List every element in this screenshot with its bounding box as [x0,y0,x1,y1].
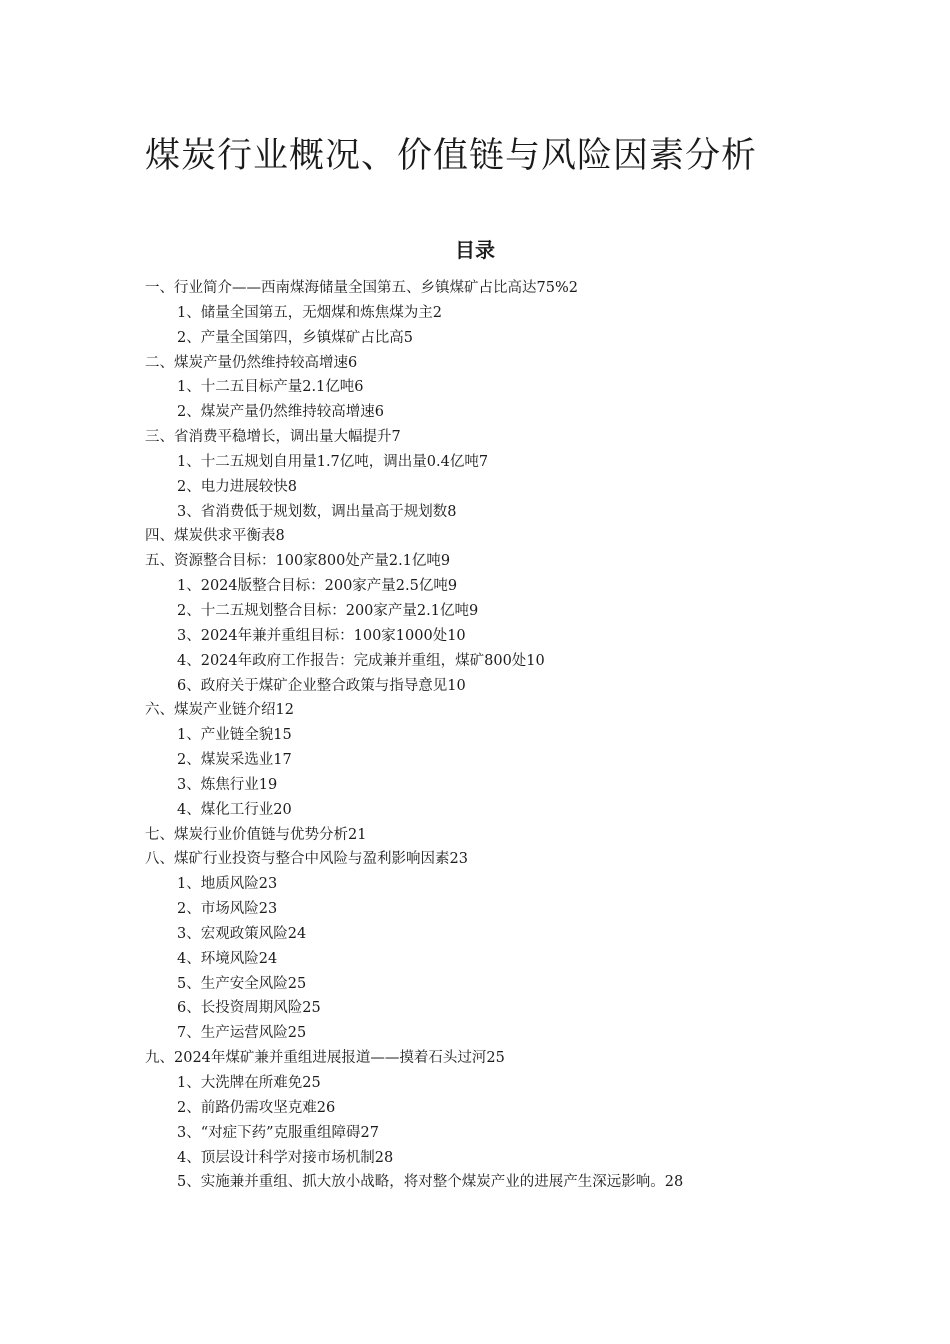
toc-subsection-entry[interactable]: 2、煤炭采选业17 [177,752,292,769]
toc-section-entry[interactable]: 二、煤炭产量仍然维持较高增速6 [145,354,358,371]
toc-subsection-entry[interactable]: 3、炼焦行业19 [177,776,278,793]
toc-subsection-entry[interactable]: 6、政府关于煤矿企业整合政策与指导意见10 [177,677,466,694]
toc-subsection-entry[interactable]: 4、2024年政府工作报告：完成兼并重组，煤矿800处10 [177,652,545,669]
toc-subsection-entry[interactable]: 6、长投资周期风险25 [177,1000,321,1017]
toc-subsection-entry[interactable]: 2、十二五规划整合目标：200家产量2.1亿吨9 [177,602,479,619]
toc-subsection-entry[interactable]: 3、省消费低于规划数，调出量高于规划数8 [177,503,457,520]
toc-subsection-entry[interactable]: 3、2024年兼并重组目标：100家1000处10 [177,627,466,644]
toc-subsection-entry[interactable]: 4、煤化工行业20 [177,801,292,818]
toc-subsection-entry[interactable]: 1、十二五目标产量2.1亿吨6 [177,379,364,396]
toc-subsection-entry[interactable]: 1、储量全国第五，无烟煤和炼焦煤为主2 [177,304,442,321]
toc-section-entry[interactable]: 六、煤炭产业链介绍12 [145,702,294,719]
toc-subsection-entry[interactable]: 1、产业链全貌15 [177,727,292,744]
document-title: 煤炭行业概况、价值链与风险因素分析 [145,136,758,176]
toc-subsection-entry[interactable]: 4、环境风险24 [177,950,278,967]
toc-subsection-entry[interactable]: 2、产量全国第四，乡镇煤矿占比高5 [177,329,413,346]
toc-subsection-entry[interactable]: 1、大洗牌在所难免25 [177,1075,321,1091]
toc-section-entry[interactable]: 五、资源整合目标：100家800处产量2.1亿吨9 [145,553,451,570]
toc-section-entry[interactable]: 四、煤炭供求平衡表8 [145,528,285,545]
toc-heading: 目录 [455,238,495,262]
toc-subsection-entry[interactable]: 1、十二五规划自用量1.7亿吨，调出量0.4亿吨7 [177,453,489,470]
toc-section-entry[interactable]: 八、煤矿行业投资与整合中风险与盈利影响因素23 [145,851,468,868]
toc-subsection-entry[interactable]: 3、宏观政策风险24 [177,925,307,942]
table-of-contents [145,276,925,1195]
toc-subsection-entry[interactable]: 5、生产安全风险25 [177,975,307,992]
toc-subsection-entry[interactable]: 7、生产运营风险25 [177,1025,307,1042]
toc-section-entry[interactable]: 九、2024年煤矿兼并重组进展报道——摸着石头过河25 [145,1050,505,1067]
toc-subsection-entry[interactable]: 2、前路仍需攻坚克难26 [177,1099,336,1116]
toc-section-entry[interactable]: 一、行业简介——西南煤海储量全国第五、乡镇煤矿占比高达75%2 [145,280,578,296]
toc-subsection-entry[interactable]: 1、2024版整合目标：200家产量2.5亿吨9 [177,578,458,595]
toc-subsection-entry[interactable]: 4、顶层设计科学对接市场机制28 [177,1149,394,1166]
toc-section-entry[interactable]: 七、煤炭行业价值链与优势分析21 [145,826,367,843]
toc-section-entry[interactable]: 三、省消费平稳增长，调出量大幅提升7 [145,429,401,446]
toc-subsection-entry[interactable]: 2、煤炭产量仍然维持较高增速6 [177,404,384,421]
toc-subsection-entry[interactable]: 3、“对症下药”克服重组障碍27 [177,1124,380,1141]
toc-subsection-entry[interactable]: 2、电力进展较快8 [177,478,297,495]
toc-subsection-entry[interactable]: 1、地质风险23 [177,876,278,893]
toc-subsection-entry[interactable]: 2、市场风险23 [177,901,278,918]
toc-subsection-entry[interactable]: 5、实施兼并重组、抓大放小战略，将对整个煤炭产业的进展产生深远影响。28 [177,1174,684,1191]
